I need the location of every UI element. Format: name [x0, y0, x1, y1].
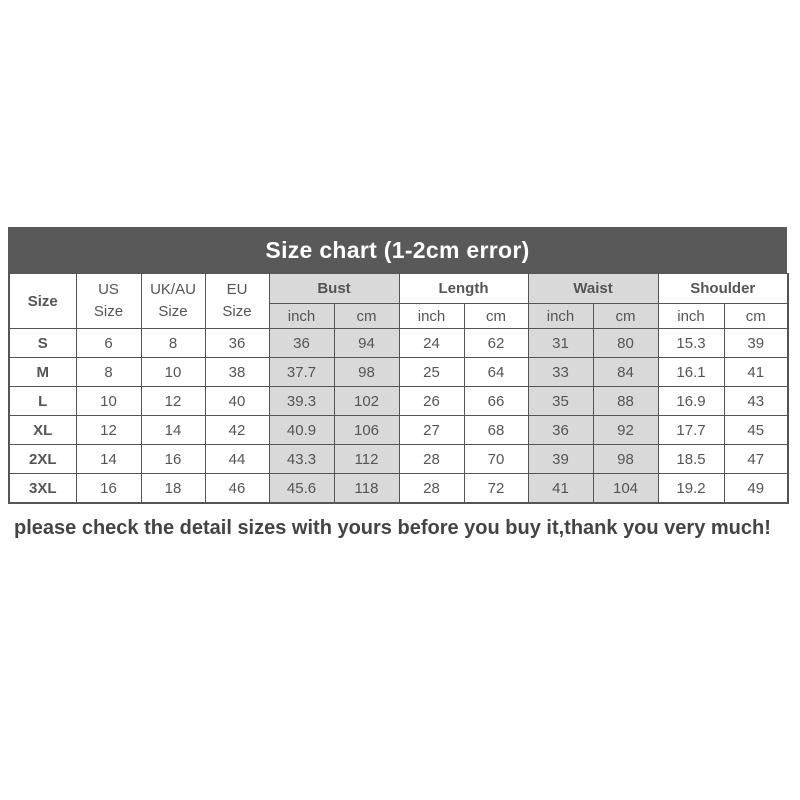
- unit-waist-cm: cm: [593, 304, 658, 329]
- cell-bust-cm: 94: [334, 329, 399, 358]
- cell-size: 3XL: [9, 474, 76, 504]
- header-length: Length: [399, 274, 528, 304]
- cell-bust-inch: 45.6: [269, 474, 334, 504]
- cell-waist-cm: 88: [593, 387, 658, 416]
- cell-waist-cm: 80: [593, 329, 658, 358]
- table-row: [9, 329, 788, 358]
- cell-waist-inch: 35: [528, 387, 593, 416]
- header-row-main: [9, 274, 788, 304]
- cell-length-cm: 64: [464, 358, 528, 387]
- unit-shoulder-cm: cm: [724, 304, 788, 329]
- cell-us: 14: [76, 445, 141, 474]
- header-waist: Waist: [528, 274, 658, 304]
- unit-shoulder-inch: inch: [658, 304, 724, 329]
- unit-bust-inch: inch: [269, 304, 334, 329]
- unit-bust-cm: cm: [334, 304, 399, 329]
- cell-size: XL: [9, 416, 76, 445]
- cell-bust-cm: 106: [334, 416, 399, 445]
- unit-waist-inch: inch: [528, 304, 593, 329]
- cell-us: 6: [76, 329, 141, 358]
- table-row: [9, 474, 788, 504]
- cell-shoulder-cm: 45: [724, 416, 788, 445]
- cell-length-inch: 28: [399, 474, 464, 504]
- cell-shoulder-inch: 18.5: [658, 445, 724, 474]
- cell-waist-inch: 36: [528, 416, 593, 445]
- header-us-size: US Size: [76, 274, 141, 329]
- table-row: [9, 387, 788, 416]
- cell-bust-inch: 37.7: [269, 358, 334, 387]
- cell-ukau: 12: [141, 387, 205, 416]
- header-eu-size: EU Size: [205, 274, 269, 329]
- cell-eu: 38: [205, 358, 269, 387]
- cell-bust-cm: 112: [334, 445, 399, 474]
- cell-bust-cm: 118: [334, 474, 399, 504]
- cell-bust-cm: 102: [334, 387, 399, 416]
- cell-eu: 36: [205, 329, 269, 358]
- cell-waist-inch: 33: [528, 358, 593, 387]
- header-size: Size: [9, 274, 76, 329]
- cell-length-cm: 66: [464, 387, 528, 416]
- cell-us: 10: [76, 387, 141, 416]
- unit-length-inch: inch: [399, 304, 464, 329]
- cell-length-cm: 68: [464, 416, 528, 445]
- cell-length-inch: 28: [399, 445, 464, 474]
- cell-waist-inch: 31: [528, 329, 593, 358]
- cell-length-cm: 72: [464, 474, 528, 504]
- cell-waist-cm: 104: [593, 474, 658, 504]
- cell-ukau: 10: [141, 358, 205, 387]
- chart-title: Size chart (1-2cm error): [8, 227, 787, 273]
- cell-waist-inch: 39: [528, 445, 593, 474]
- cell-size: M: [9, 358, 76, 387]
- cell-us: 8: [76, 358, 141, 387]
- cell-length-inch: 26: [399, 387, 464, 416]
- cell-ukau: 18: [141, 474, 205, 504]
- cell-shoulder-cm: 39: [724, 329, 788, 358]
- cell-shoulder-inch: 16.1: [658, 358, 724, 387]
- cell-bust-inch: 36: [269, 329, 334, 358]
- cell-size: L: [9, 387, 76, 416]
- cell-eu: 46: [205, 474, 269, 504]
- cell-shoulder-cm: 43: [724, 387, 788, 416]
- cell-ukau: 14: [141, 416, 205, 445]
- cell-eu: 40: [205, 387, 269, 416]
- cell-shoulder-cm: 47: [724, 445, 788, 474]
- cell-bust-inch: 40.9: [269, 416, 334, 445]
- cell-bust-cm: 98: [334, 358, 399, 387]
- cell-shoulder-inch: 19.2: [658, 474, 724, 504]
- cell-ukau: 16: [141, 445, 205, 474]
- cell-eu: 42: [205, 416, 269, 445]
- table-row: [9, 358, 788, 387]
- cell-length-inch: 25: [399, 358, 464, 387]
- cell-shoulder-cm: 49: [724, 474, 788, 504]
- cell-bust-inch: 39.3: [269, 387, 334, 416]
- size-table: [8, 273, 789, 504]
- header-ukau-size: UK/AU Size: [141, 274, 205, 329]
- cell-waist-cm: 92: [593, 416, 658, 445]
- cell-size: S: [9, 329, 76, 358]
- cell-shoulder-inch: 15.3: [658, 329, 724, 358]
- cell-waist-cm: 84: [593, 358, 658, 387]
- cell-shoulder-inch: 16.9: [658, 387, 724, 416]
- cell-length-cm: 62: [464, 329, 528, 358]
- cell-us: 16: [76, 474, 141, 504]
- size-chart: [8, 227, 787, 504]
- cell-waist-cm: 98: [593, 445, 658, 474]
- unit-length-cm: cm: [464, 304, 528, 329]
- cell-shoulder-inch: 17.7: [658, 416, 724, 445]
- cell-length-inch: 24: [399, 329, 464, 358]
- table-row: [9, 416, 788, 445]
- cell-waist-inch: 41: [528, 474, 593, 504]
- cell-length-cm: 70: [464, 445, 528, 474]
- cell-size: 2XL: [9, 445, 76, 474]
- cell-bust-inch: 43.3: [269, 445, 334, 474]
- cell-ukau: 8: [141, 329, 205, 358]
- table-row: [9, 445, 788, 474]
- header-bust: Bust: [269, 274, 399, 304]
- cell-eu: 44: [205, 445, 269, 474]
- cell-length-inch: 27: [399, 416, 464, 445]
- cell-shoulder-cm: 41: [724, 358, 788, 387]
- cell-us: 12: [76, 416, 141, 445]
- header-shoulder: Shoulder: [658, 274, 788, 304]
- buyer-note: please check the detail sizes with yours before you buy it,thank you very much!: [14, 517, 771, 539]
